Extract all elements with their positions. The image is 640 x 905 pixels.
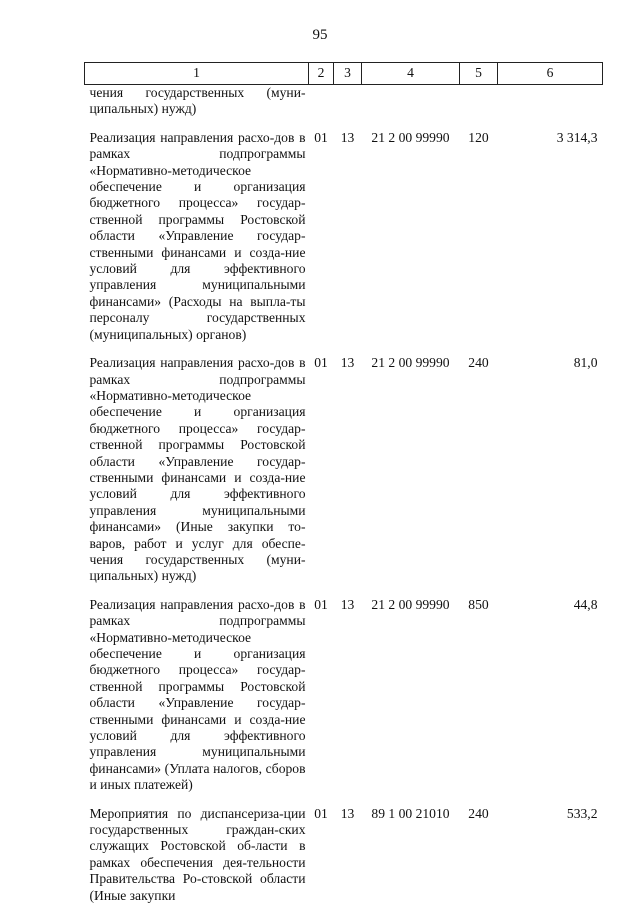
table-body [85, 85, 603, 905]
row-subsection: 13 [340, 805, 355, 821]
row-description: Реализация направления расхо-дов в рамках подпрограммы «Нормативно-методическое обеспечение и организация бюджетного процесса» государ-ственной программы Ростовской области «Управление государ-ственными финансами и созда-ние условий для эффективного управления муниципальными финансами» (Иные закупки то-варов, работ и услуг для обеспе-чения государственных (муни-ципальных) нужд) [89, 355, 306, 584]
header-col-2: 2 [309, 63, 334, 85]
row-subsection: 13 [340, 596, 355, 612]
table-row [85, 343, 603, 585]
row-section: 01 [314, 805, 328, 821]
row-section: 01 [314, 129, 328, 145]
row-expense-type: 240 [468, 355, 489, 371]
row-amount: 81,0 [573, 355, 598, 371]
continuation-row [85, 85, 603, 118]
header-col-6: 6 [498, 63, 603, 85]
header-col-1: 1 [85, 63, 309, 85]
continuation-description: чения государственных (муни-ципальных) нужд) [89, 85, 306, 117]
row-subsection: 13 [340, 355, 355, 371]
row-expense-type: 850 [468, 596, 489, 612]
row-target-article: 89 1 00 21010 [371, 805, 450, 821]
header-row [85, 63, 603, 85]
row-target-article: 21 2 00 99990 [371, 596, 450, 612]
budget-table [84, 62, 603, 904]
row-section: 01 [314, 355, 328, 371]
row-description: Реализация направления расхо-дов в рамках подпрограммы «Нормативно-методическое обеспечение и организация бюджетного процесса» государ-ственной программы Ростовской области «Управление государ-ственными финансами и созда-ние условий для эффективного управления муниципальными финансами» (Уплата налогов, сборов и иных платежей) [89, 596, 306, 793]
table-row [85, 585, 603, 794]
table-header [85, 63, 603, 85]
row-subsection: 13 [340, 129, 355, 145]
page-number: 95 [312, 27, 328, 43]
header-col-3: 3 [334, 63, 362, 85]
row-target-article: 21 2 00 99990 [371, 129, 450, 145]
table-row [85, 118, 603, 343]
row-expense-type: 240 [468, 805, 489, 821]
table-row [85, 794, 603, 904]
row-amount: 3 314,3 [556, 129, 598, 145]
row-amount: 44,8 [573, 596, 598, 612]
row-description: Мероприятия по диспансериза-ции государственных граждан-ских служащих Ростовской об-ласти в рамках обеспечения дея-тельности Правительства Ро-стовской области (Иные закупки [89, 805, 306, 903]
row-section: 01 [314, 596, 328, 612]
header-col-4: 4 [362, 63, 460, 85]
row-amount: 533,2 [566, 805, 598, 821]
row-description: Реализация направления расхо-дов в рамках подпрограммы «Нормативно-методическое обеспечение и организация бюджетного процесса» государ-ственной программы Ростовской области «Управление государ-ственными финансами и созда-ние условий для эффективного управления муниципальными финансами» (Расходы на выпла-ты персоналу государственных (муниципальных) органов) [89, 129, 306, 342]
row-expense-type: 120 [468, 129, 489, 145]
header-col-5: 5 [460, 63, 498, 85]
row-target-article: 21 2 00 99990 [371, 355, 450, 371]
